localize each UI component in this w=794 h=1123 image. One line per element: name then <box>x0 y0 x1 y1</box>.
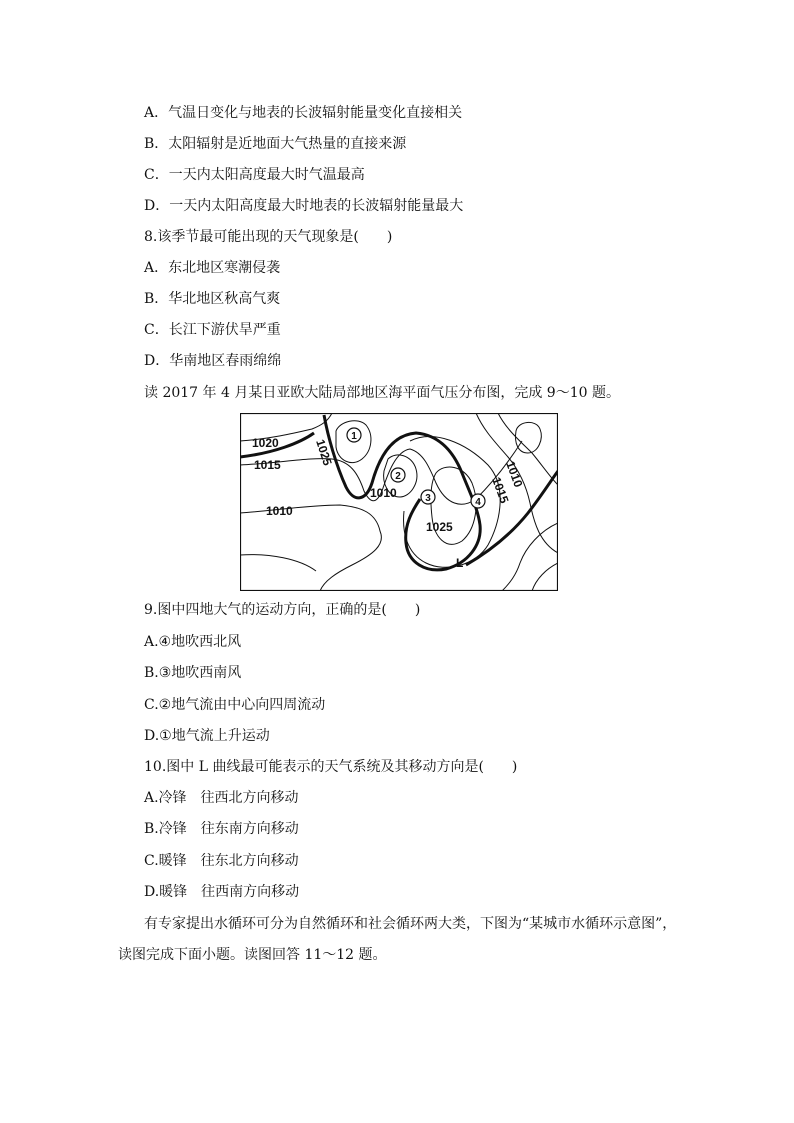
intro-11-12-line2: 读图完成下面小题。读图回答 11～12 题。 <box>118 947 387 963</box>
q8-option-a: A．东北地区寒潮侵袭 <box>144 260 281 276</box>
intro-11-12-line1: 有专家提出水循环可分为自然循环和社会循环两大类，下图为“某城市水循环示意图”， <box>144 916 677 932</box>
intro-9-10: 读 2017 年 4 月某日亚欧大陆局部地区海平面气压分布图，完成 9～10 题。 <box>144 385 620 401</box>
svg-text:4: 4 <box>475 497 481 508</box>
q7-option-c: C．一天内太阳高度最大时气温最高 <box>144 167 365 183</box>
q8-option-d: D．华南地区春雨绵绵 <box>144 353 282 369</box>
q8-option-b: B．华北地区秋高气爽 <box>144 291 281 307</box>
point-3-marker <box>421 490 435 504</box>
q9-option-a: A.④地吹西北风 <box>144 634 242 650</box>
q7-option-b: B．太阳辐射是近地面大气热量的直接来源 <box>144 136 407 152</box>
q9-stem: 9.图中四地大气的运动方向，正确的是( ) <box>144 602 421 618</box>
sea-level-pressure-map <box>240 413 558 591</box>
isobar-label: 1015 <box>489 475 512 506</box>
q10-option-d: D.暖锋 往西南方向移动 <box>144 884 300 900</box>
isobar-label: 1015 <box>254 458 281 472</box>
svg-text:2: 2 <box>395 471 401 482</box>
q7-option-d: D．一天内太阳高度最大时地表的长波辐射能量最大 <box>144 198 464 214</box>
isobar-label: 1010 <box>370 486 397 500</box>
point-1-marker <box>347 428 361 442</box>
q7-option-a: A．气温日变化与地表的长波辐射能量变化直接相关 <box>144 105 463 121</box>
svg-text:3: 3 <box>425 493 431 504</box>
point-2-marker <box>391 468 405 482</box>
q9-option-d: D.①地气流上升运动 <box>144 728 270 744</box>
q10-option-a: A.冷锋 往西北方向移动 <box>144 790 299 806</box>
isobar-label: 1025 <box>313 437 335 468</box>
isobar-label: 1010 <box>503 459 526 490</box>
front-label: L <box>456 556 464 570</box>
isobar-label: 1010 <box>266 504 293 518</box>
q10-option-b: B.冷锋 往东南方向移动 <box>144 821 299 837</box>
q9-option-b: B.③地吹西南风 <box>144 665 242 681</box>
q9-option-c: C.②地气流由中心向四周流动 <box>144 697 326 713</box>
point-4-marker <box>471 494 485 508</box>
isobar-label: 1020 <box>252 436 279 450</box>
svg-text:1: 1 <box>351 431 357 442</box>
q10-option-c: C.暖锋 往东北方向移动 <box>144 853 299 869</box>
q8-option-c: C．长江下游伏旱严重 <box>144 322 281 338</box>
q8-stem: 8.该季节最可能出现的天气现象是( ) <box>144 229 393 245</box>
isobar-label: 1025 <box>426 520 453 534</box>
q10-stem: 10.图中 L 曲线最可能表示的天气系统及其移动方向是( ) <box>144 759 518 775</box>
